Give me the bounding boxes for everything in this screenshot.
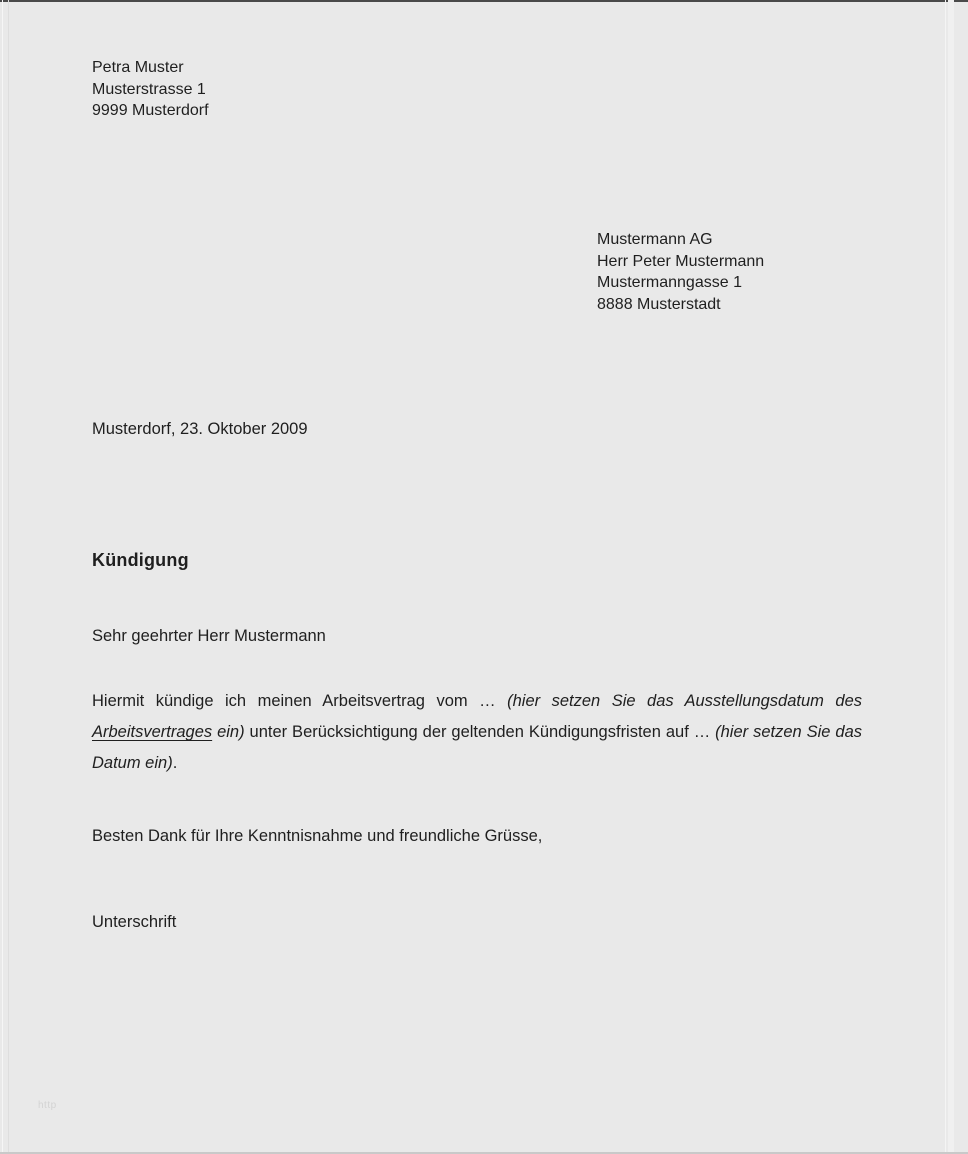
sender-address-block — [92, 57, 209, 122]
sheet-right-edge-2 — [948, 0, 954, 1154]
body-segment-regular-3: . — [172, 754, 178, 772]
sender-street: Musterstrasse 1 — [92, 80, 206, 98]
sheet-right-edge — [945, 0, 946, 1154]
body-segment-italic-2: ein) — [212, 723, 245, 741]
salutation-line: Sehr geehrter Herr Mustermann — [92, 627, 326, 645]
body-segment-underlined-term: Arbeitsvertrages — [92, 723, 213, 741]
sender-name: Petra Muster — [92, 59, 184, 76]
signature-label: Unterschrift — [92, 913, 177, 931]
recipient-city: 8888 Musterstadt — [597, 295, 721, 313]
recipient-street: Mustermanngasse 1 — [597, 274, 742, 291]
closing-line: Besten Dank für Ihre Kenntnisnahme und freundliche Grüsse, — [92, 827, 543, 845]
body-segment-regular-1: Hiermit kündige ich meinen Arbeitsvertrag vom … — [92, 692, 508, 710]
body-segment-regular-2: unter Berücksichtigung der geltenden Kündigungsfristen auf … — [244, 723, 716, 741]
sheet-left-edge — [2, 0, 3, 1154]
date-line: Musterdorf, 23. Oktober 2009 — [92, 420, 308, 438]
body-segment-italic-1: (hier setzen Sie das Ausstellungsdatum des — [507, 692, 862, 710]
sheet-top-edge — [0, 0, 968, 2]
recipient-address-block — [597, 229, 764, 315]
body-paragraph — [92, 686, 862, 779]
sheet-left-edge-2 — [8, 0, 9, 1154]
watermark-text: http — [38, 1100, 57, 1111]
body-segment-italic-3: (hier setzen Sie das Datum ein) — [92, 723, 862, 772]
subject-heading: Kündigung — [92, 550, 189, 570]
sender-city: 9999 Musterdorf — [92, 102, 209, 119]
recipient-company: Mustermann AG — [597, 231, 713, 248]
recipient-name: Herr Peter Mustermann — [597, 252, 765, 270]
